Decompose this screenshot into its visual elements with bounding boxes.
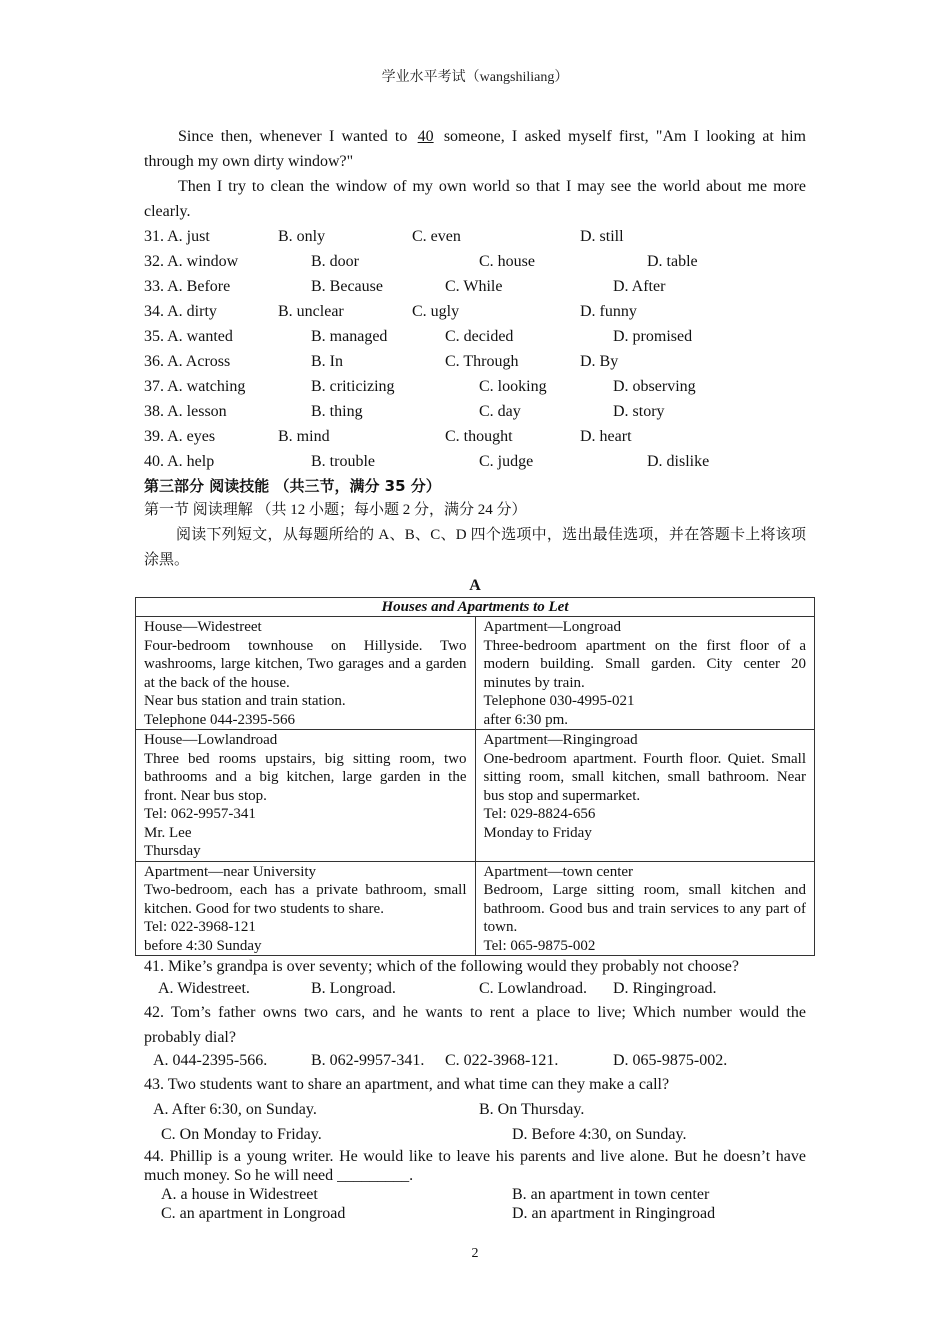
option: 39. A. eyes bbox=[144, 428, 216, 445]
option: B. Longroad. bbox=[311, 980, 396, 997]
listing-title: House—Widestreet bbox=[144, 619, 262, 635]
section-title: 第三部分 阅读技能 （共三节，满分 35 分） bbox=[144, 477, 441, 495]
option: 37. A. watching bbox=[144, 378, 246, 395]
listing-cell bbox=[475, 861, 815, 956]
option: A. a house in Widestreet bbox=[161, 1186, 318, 1203]
question-44-options-row2 bbox=[144, 1204, 806, 1223]
listing-title: Apartment—Ringingroad bbox=[483, 732, 638, 748]
option: 36. A. Across bbox=[144, 353, 231, 370]
listing-title: Apartment—town center bbox=[483, 863, 634, 880]
option: B. 062-9957-341. bbox=[311, 1052, 425, 1069]
option: D. an apartment in Ringingroad bbox=[512, 1205, 716, 1222]
option: C. an apartment in Longroad bbox=[161, 1205, 346, 1222]
option: 31. A. just bbox=[144, 228, 210, 245]
listing-cell bbox=[475, 730, 815, 862]
passage-label: A bbox=[469, 577, 481, 594]
option: D. heart bbox=[580, 428, 632, 445]
listing-line: Three bed rooms upstairs, big sitting room, two bathrooms and a big kitchen, large garden in the front. Near bus stop. bbox=[144, 750, 467, 804]
option: B. door bbox=[311, 253, 359, 270]
cloze-option-row bbox=[144, 349, 806, 374]
listing-line: One-bedroom apartment. Fourth floor. Quiet. Small sitting room, small kitchen, small bathroom. Near bus stop and supermarket. bbox=[483, 750, 806, 804]
option: D. Ringingroad. bbox=[613, 980, 717, 997]
cloze-section bbox=[144, 124, 806, 598]
option: D. dislike bbox=[647, 453, 710, 470]
questions-area bbox=[144, 956, 806, 1223]
cloze-option-row bbox=[144, 299, 806, 324]
option: C. On Monday to Friday. bbox=[161, 1126, 322, 1143]
option: B. On Thursday. bbox=[479, 1101, 585, 1118]
option: B. thing bbox=[311, 403, 363, 420]
question-41-options bbox=[144, 978, 806, 1000]
option: B. managed bbox=[311, 328, 388, 345]
cloze-option-row bbox=[144, 224, 806, 249]
listing-line: before 4:30 Sunday bbox=[144, 937, 262, 954]
option: B. only bbox=[278, 228, 326, 245]
listing-cell bbox=[136, 730, 476, 862]
question-43-options-row1 bbox=[144, 1097, 806, 1122]
listing-title: House—Lowlandroad bbox=[144, 732, 278, 748]
listing-line: Near bus station and train station. bbox=[144, 693, 346, 709]
listing-line: Thursday bbox=[144, 843, 201, 859]
question-44-options-row1 bbox=[144, 1185, 806, 1204]
option: D. funny bbox=[580, 303, 637, 320]
listings-table bbox=[135, 597, 815, 956]
listing-line: Bedroom, Large sitting room, small kitchen and bathroom. Good bus and train services to any part of town. bbox=[483, 882, 806, 935]
option: C. ugly bbox=[412, 303, 460, 320]
option: A. 044-2395-566. bbox=[153, 1052, 268, 1069]
cloze-option-row bbox=[144, 274, 806, 299]
option: D. After bbox=[613, 278, 666, 295]
listing-line: Tel: 022-3968-121 bbox=[144, 919, 256, 935]
option: D. 065-9875-002. bbox=[613, 1052, 728, 1069]
listing-line: after 6:30 pm. bbox=[483, 711, 569, 728]
listing-line: Three-bedroom apartment on the first floor of a modern building. Small garden. City center 20 minutes by train. bbox=[483, 637, 806, 691]
section-subtitle: 第一节 阅读理解 （共 12 小题；每小题 2 分，满分 24 分） bbox=[144, 502, 527, 518]
page-header: 学业水平考试（wangshiliang） bbox=[381, 70, 569, 85]
question-41: 41. Mike’s grandpa is over seventy; which of the following would they probably not choose? bbox=[144, 958, 739, 975]
passage-paragraph-1 bbox=[144, 124, 806, 174]
option: A. Widestreet. bbox=[158, 980, 250, 997]
cloze-options bbox=[144, 224, 806, 474]
option: B. trouble bbox=[311, 453, 375, 470]
listing-line: Monday to Friday bbox=[483, 824, 592, 841]
question-43-options-row2 bbox=[144, 1122, 806, 1147]
table-row bbox=[136, 617, 815, 730]
option: 34. A. dirty bbox=[144, 303, 217, 320]
instruction-text: 阅读下列短文，从每题所给的 A、B、C、D 四个选项中，选出最佳选项，并在答题卡上将该项涂黑。 bbox=[144, 527, 806, 568]
option: 35. A. wanted bbox=[144, 328, 233, 345]
option: D. table bbox=[647, 253, 698, 270]
listing-line: Tel: 065-9875-002 bbox=[483, 937, 596, 954]
option: D. Before 4:30, on Sunday. bbox=[512, 1126, 687, 1143]
option: 32. A. window bbox=[144, 253, 239, 270]
listing-title: Apartment—near University bbox=[144, 863, 317, 880]
passage-text: Since then, whenever I wanted to bbox=[178, 128, 415, 145]
listing-line: Tel: 062-9957-341 bbox=[144, 806, 256, 822]
option: B. Because bbox=[311, 278, 383, 295]
option: C. While bbox=[445, 278, 503, 295]
listing-line: Four-bedroom townhouse on Hillyside. Two washrooms, large kitchen, Two garages and a garden at the back of the house. bbox=[144, 637, 467, 691]
question-42-options bbox=[144, 1050, 806, 1072]
option: C. thought bbox=[445, 428, 513, 445]
listing-line: Two-bedroom, each has a private bathroom, small kitchen. Good for two students to share. bbox=[144, 882, 467, 917]
option: C. house bbox=[479, 253, 535, 270]
cloze-option-row bbox=[144, 449, 806, 474]
option: B. In bbox=[311, 353, 343, 370]
listing-line: Telephone 030-4995-021 bbox=[483, 693, 635, 709]
cloze-option-row bbox=[144, 249, 806, 274]
listing-line: Tel: 029-8824-656 bbox=[483, 806, 596, 822]
option: B. criticizing bbox=[311, 378, 395, 395]
option: C. judge bbox=[479, 453, 534, 470]
listing-line: Telephone 044-2395-566 bbox=[144, 711, 295, 728]
option: C. decided bbox=[445, 328, 514, 345]
listing-cell bbox=[475, 617, 815, 730]
cloze-option-row bbox=[144, 424, 806, 449]
listing-cell bbox=[136, 617, 476, 730]
option: C. even bbox=[412, 228, 461, 245]
cloze-option-row bbox=[144, 399, 806, 424]
table-title: Houses and Apartments to Let bbox=[136, 598, 815, 617]
option: 33. A. Before bbox=[144, 278, 231, 295]
option: C. 022-3968-121. bbox=[445, 1052, 559, 1069]
option: A. After 6:30, on Sunday. bbox=[153, 1101, 317, 1118]
option: D. observing bbox=[613, 378, 696, 395]
table-row bbox=[136, 861, 815, 956]
option: D. By bbox=[580, 353, 619, 370]
blank-40: 40 bbox=[417, 128, 434, 145]
option: C. Lowlandroad. bbox=[479, 980, 587, 997]
listing-title: Apartment—Longroad bbox=[483, 619, 621, 635]
option: D. story bbox=[613, 403, 665, 420]
option: B. mind bbox=[278, 428, 330, 445]
option: C. day bbox=[479, 403, 521, 420]
listing-cell bbox=[136, 861, 476, 956]
passage-text: someone, I asked myself first, "Am I looking at him through my own dirty window?" bbox=[144, 128, 806, 170]
cloze-option-row bbox=[144, 324, 806, 349]
option: C. looking bbox=[479, 378, 547, 395]
option: C. Through bbox=[445, 353, 519, 370]
passage-paragraph-2: Then I try to clean the window of my own world so that I may see the world about me more clearly. bbox=[144, 178, 806, 220]
cloze-option-row bbox=[144, 374, 806, 399]
question-43: 43. Two students want to share an apartment, and what time can they make a call? bbox=[144, 1076, 670, 1093]
page-number: 2 bbox=[471, 1246, 479, 1261]
option: D. still bbox=[580, 228, 624, 245]
option: B. unclear bbox=[278, 303, 344, 320]
listing-line: Mr. Lee bbox=[144, 824, 192, 841]
question-44: 44. Phillip is a young writer. He would like to leave his parents and live alone. But he doesn’t have much money. So he will need _________. bbox=[144, 1148, 806, 1184]
option: D. promised bbox=[613, 328, 693, 345]
option: B. an apartment in town center bbox=[512, 1186, 710, 1203]
option: 40. A. help bbox=[144, 453, 215, 470]
question-42: 42. Tom’s father owns two cars, and he wants to rent a place to live; Which number would the probably dial? bbox=[144, 1004, 806, 1046]
option: 38. A. lesson bbox=[144, 403, 227, 420]
table-row bbox=[136, 730, 815, 862]
